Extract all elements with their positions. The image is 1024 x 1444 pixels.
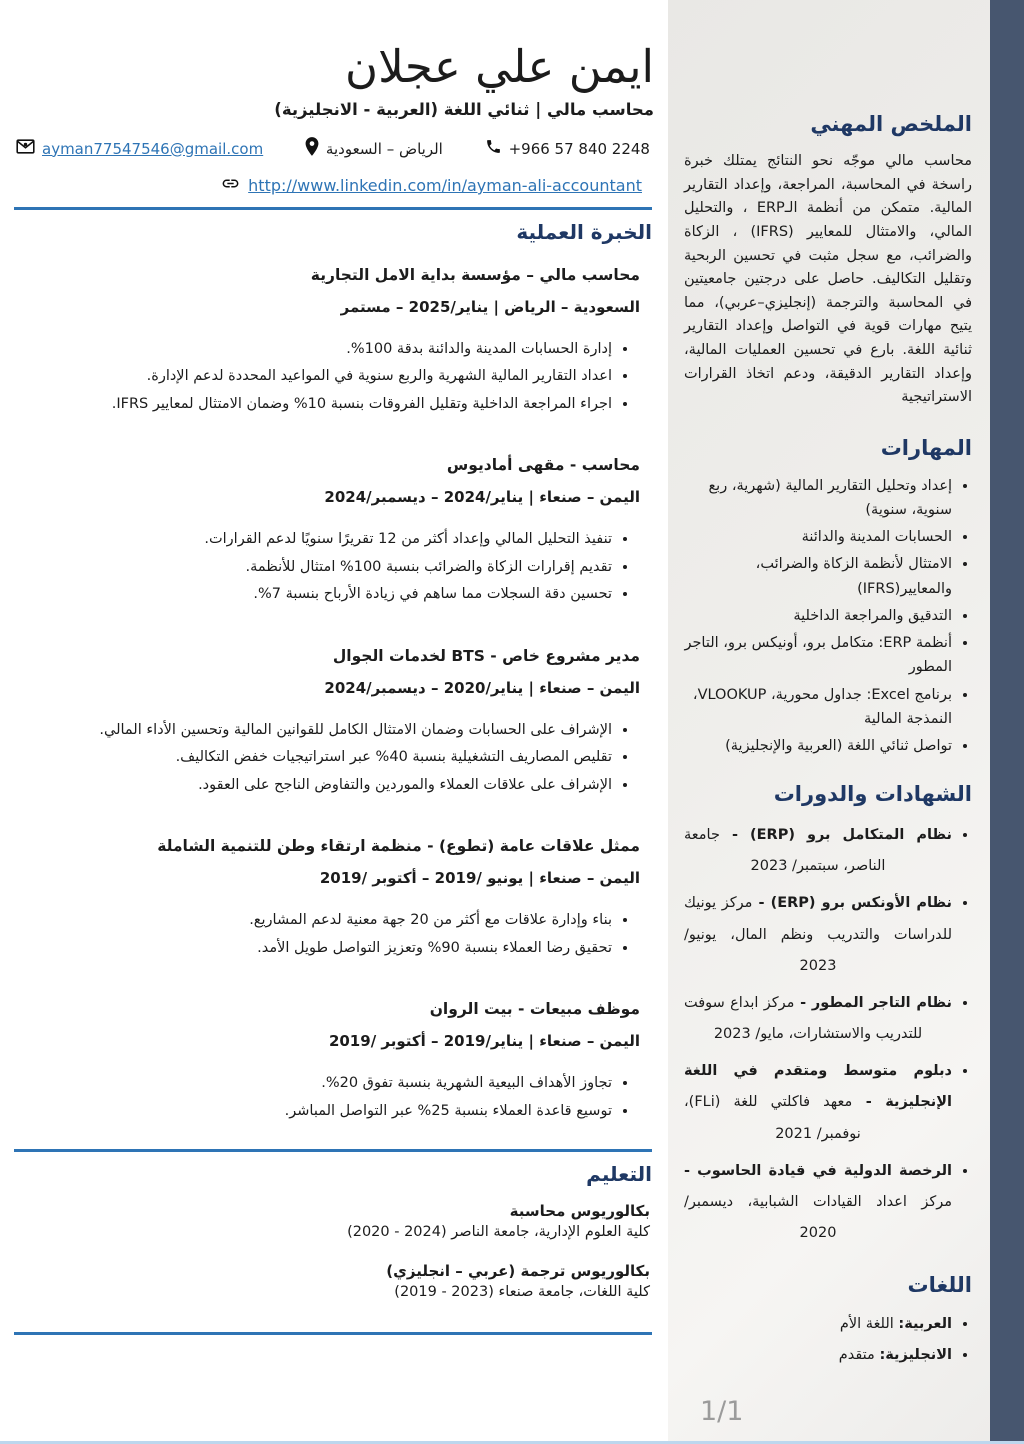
cert-item [684, 1156, 952, 1250]
cert-detail: معهد فاكلتي للغة (FLi)، نوفمبر/ 2021 [684, 1094, 861, 1142]
contact-row [12, 137, 654, 160]
phone-number: +966 57 840 2248 [508, 139, 650, 158]
job-title: مدير مشروع خاص - BTS لخدمات الجوال [332, 646, 640, 665]
job-title: موظف مبيعات - بيت الروان [429, 1000, 640, 1019]
job-meta: اليمن – صنعاء | يناير/2020 – ديسمبر/2024 [324, 678, 640, 697]
bullet-item: • تقليص المصاريف التشغيلية بنسبة 40% عبر استراتيجيات خفض التكاليف. [12, 746, 612, 769]
linkedin-row [12, 174, 642, 197]
degree-school: كلية اللغات، جامعة صنعاء [498, 1284, 650, 1301]
bullet-item: • الإشراف على علاقات العملاء والموردين والتفاوض الناجح على العقود. [12, 774, 612, 797]
degree-years: (2020 - 2024) [347, 1224, 447, 1241]
education-heading: التعليم [586, 1162, 652, 1187]
skills-heading: المهارات [880, 435, 972, 460]
cert-detail: جامعة الناصر، سبتمبر/ 2023 [684, 827, 886, 875]
job-bullets [12, 338, 640, 416]
cert-title: دبلوم متوسط ومتقدم في اللغة الإنجليزية - [684, 1063, 953, 1111]
bullet-item: • تجاوز الأهداف البيعية الشهرية بنسبة تفوق 20%. [12, 1072, 612, 1095]
job-entry [12, 1000, 640, 1123]
degree-school: كلية العلوم الإدارية، جامعة الناصر [451, 1224, 650, 1241]
skill-item: • تواصل ثنائي اللغة (العربية والإنجليزية) [684, 734, 952, 758]
job-entry [12, 266, 640, 416]
cert-title: نظام التاجر المطور - [794, 994, 952, 1011]
summary-text: محاسب مالي موجّه نحو النتائج يمتلك خبرة راسخة في المحاسبة، المراجعة، وإعداد التقارير المالية. متمكن من أنظمة الـERP ، والتحليل المالي، والامتثال للمعايير (IFRS) ، الزكاة والضرائب، مع سجل مثبت في تحسين الربحية وتقليل التكاليف. حاصل على درجتين جامعيتين في المحاسبة والترجمة (إنجليزي–عربي)، مما يتيح مهارات قوية في التواصل وإعداد التقارير ثنائية اللغة. بارع في تحسين العمليات المالية، وإعداد التقارير الدقيقة، ودعم اتخاذ القرارات الاستراتيجية [684, 153, 972, 406]
link-icon [221, 174, 240, 197]
bullet-item: • اعداد التقارير المالية الشهرية والربع سنوية في المواعيد المحددة لدعم الإدارة. [12, 365, 612, 388]
bullet-item: • اجراء المراجعة الداخلية وتقليل الفروقات بنسبة 10% وضمان الامتثال لمعايير IFRS. [12, 393, 612, 416]
cert-title: الرخصة الدولية في قيادة الحاسوب - [684, 1162, 952, 1179]
bullet-item: • بناء وإدارة علاقات مع أكثر من 20 جهة معنية لدعم المشاريع. [12, 909, 612, 932]
degree-detail [12, 1284, 650, 1300]
bullet-item: • إدارة الحسابات المدينة والدائنة بدقة 100%. [12, 338, 612, 361]
language-item [684, 1342, 952, 1370]
summary-heading: الملخص المهني [810, 112, 972, 136]
skill-item: • إعداد وتحليل التقارير المالية (شهرية، ربع سنوية، سنوية) [684, 474, 952, 522]
degree-years: (2019 - 2023) [394, 1284, 494, 1301]
skill-item: • التدقيق والمراجعة الداخلية [684, 604, 952, 628]
cert-item [684, 988, 952, 1050]
contact-location [305, 137, 443, 160]
cert-detail: مركز اعداد القيادات الشبابية، ديسمبر/ 2020 [684, 1194, 952, 1242]
bullet-item: • توسيع قاعدة العملاء بنسبة 25% عبر التواصل المباشر. [12, 1100, 612, 1123]
header-divider [14, 207, 652, 210]
job-meta: اليمن – صنعاء | يناير/2024 – ديسمبر/2024 [324, 488, 640, 507]
sidebar [668, 0, 990, 1444]
certs-heading: الشهادات والدورات [773, 782, 972, 807]
degree-title: بكالوريوس محاسبة [509, 1202, 650, 1221]
languages-heading: اللغات [907, 1273, 972, 1298]
skill-item: • أنظمة ERP: متكامل برو، أونيكس برو، التاجر المطور [684, 631, 952, 679]
language-level: متقدم [838, 1346, 880, 1363]
job-bullets [12, 528, 640, 606]
skills-list [684, 474, 972, 758]
linkedin-link[interactable]: http://www.linkedin.com/in/ayman-ali-accountant [248, 176, 642, 195]
education-bottom-divider [14, 1332, 652, 1335]
contact-phone [485, 138, 650, 159]
language-item [684, 1311, 952, 1339]
job-title: محاسب مالي – مؤسسة بداية الامل التجارية [310, 266, 640, 284]
certs-list [684, 820, 972, 1249]
experience-heading: الخبرة العملية [516, 220, 652, 244]
job-entry [12, 647, 640, 797]
page-indicator: 1/1 [700, 1396, 744, 1427]
degree-detail [12, 1224, 650, 1240]
cert-title: نظام المتكامل برو (ERP) - [719, 827, 952, 844]
job-title: محاسب - مقهى أماديوس [446, 456, 640, 475]
email-icon [16, 139, 35, 158]
cert-item [684, 1056, 952, 1150]
job-bullets [12, 909, 640, 960]
contact-email [16, 139, 263, 158]
language-level: اللغة الأم [839, 1316, 899, 1333]
job-entry [12, 456, 640, 606]
job-meta: اليمن – صنعاء | يونيو /2019 – أكتوبر /2019 [319, 869, 640, 888]
sidebar-accent-stripe [990, 0, 1024, 1444]
education-top-divider [14, 1149, 652, 1152]
candidate-name: ايمن علي عجلان [345, 40, 654, 93]
location-pin-icon [305, 137, 319, 160]
skill-item: • برنامج Excel: جداول محورية، VLOOKUP، النمذجة المالية [684, 683, 952, 731]
candidate-title: محاسب مالي | ثنائي اللغة (العربية - الانجليزية) [274, 100, 654, 119]
bullet-item: • تحقيق رضا العملاء بنسبة 90% وتعزيز التواصل طويل الأمد. [12, 937, 612, 960]
degree-title: بكالوريوس ترجمة (عربي – انجليزي) [386, 1262, 650, 1281]
bullet-item: • تقديم إقرارات الزكاة والضرائب بنسبة 100% امتثال للأنظمة. [12, 556, 612, 579]
job-bullets [12, 719, 640, 797]
phone-icon [485, 138, 502, 159]
cert-title: نظام الأونكس برو (ERP) - [752, 895, 952, 912]
cert-item [684, 888, 952, 982]
job-title: ممثل علاقات عامة (تطوع) - منظمة ارتقاء وطن للتنمية الشاملة [157, 837, 640, 856]
email-link[interactable]: ayman77547546@gmail.com [42, 139, 264, 158]
language-name: العربية: [898, 1316, 952, 1333]
bullet-item: • تنفيذ التحليل المالي وإعداد أكثر من 12 تقريرًا سنويًا لدعم القرارات. [12, 528, 612, 551]
skill-item: • الحسابات المدينة والدائنة [684, 525, 952, 549]
skill-item: • الامتثال لأنظمة الزكاة والضرائب، والمعايير(IFRS) [684, 552, 952, 600]
bullet-item: • تحسين دقة السجلات مما ساهم في زيادة الأرباح بنسبة 7%. [12, 583, 612, 606]
cert-detail: مركز يونيك للدراسات والتدريب ونظم المال، يونيو/ 2023 [684, 895, 952, 974]
job-meta: اليمن – صنعاء | يناير/2019 – أكتوبر /2019 [328, 1032, 640, 1051]
job-meta: السعودية – الرياض | يناير/2025 – مستمر [340, 298, 640, 316]
degree-entry [12, 1262, 650, 1300]
location-text: الرياض – السعودية [325, 139, 443, 158]
job-entry [12, 837, 640, 960]
languages-list [684, 1311, 972, 1369]
cert-item [684, 820, 952, 882]
language-name: الانجليزية: [879, 1346, 952, 1363]
degree-entry [12, 1202, 650, 1240]
job-bullets [12, 1072, 640, 1123]
cert-detail: مركز ابداع سوفت للتدريب والاستشارات، مايو/ 2023 [684, 994, 923, 1043]
bullet-item: • الإشراف على الحسابات وضمان الامتثال الكامل للقوانين المالية وتحسين الأداء المالي. [12, 719, 612, 742]
